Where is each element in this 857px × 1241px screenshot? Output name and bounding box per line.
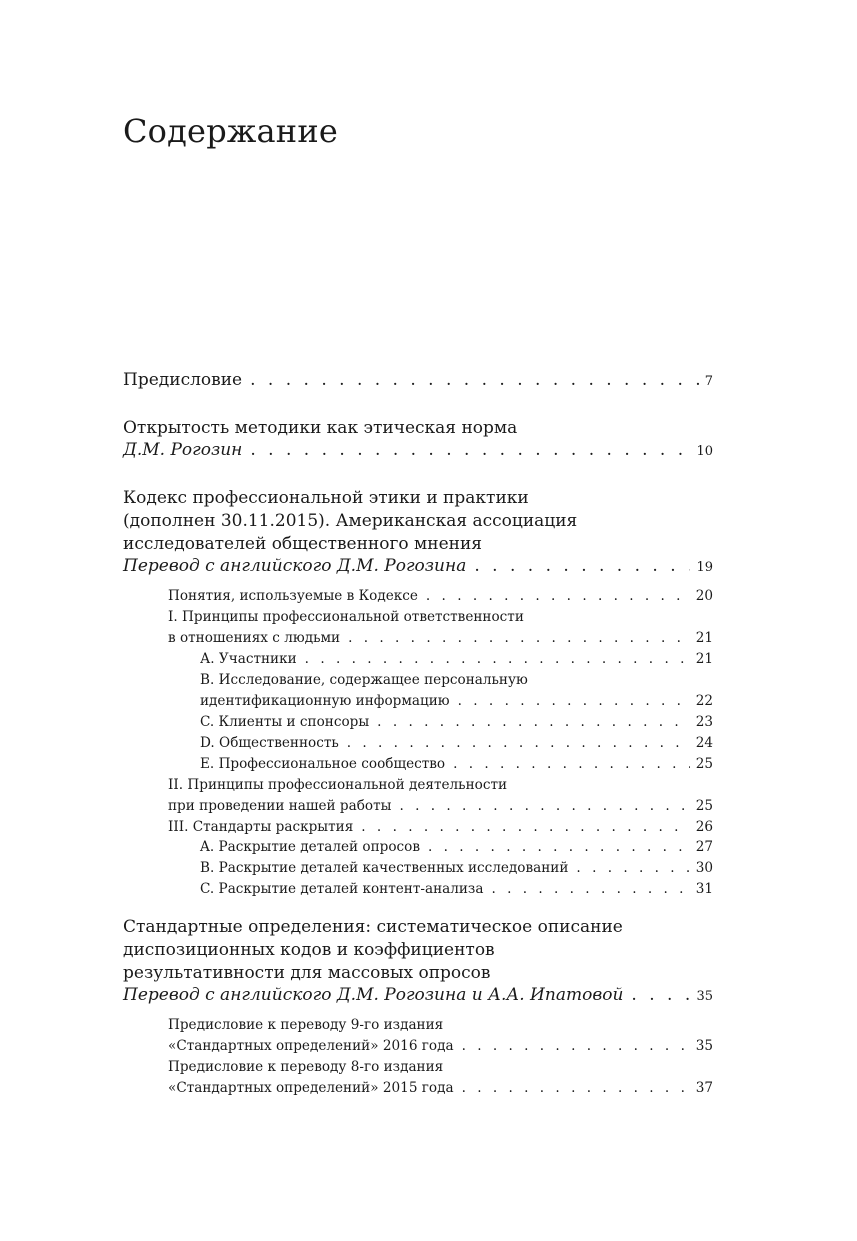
toc-subentry-title: III. Стандарты раскрытия bbox=[168, 819, 354, 835]
toc-subentry[interactable] bbox=[168, 1038, 713, 1054]
dot-leader bbox=[474, 556, 690, 576]
page-number: 31 bbox=[695, 881, 713, 897]
toc-entry-title: Открытость методики как этическая норма bbox=[123, 418, 518, 438]
dot-leader bbox=[305, 651, 690, 667]
page-title: Содержание bbox=[123, 112, 338, 150]
toc-subentry[interactable] bbox=[168, 798, 713, 814]
toc-subentry-title-line: B. Исследование, содержащее персональную bbox=[200, 672, 528, 688]
toc-subentry-title: идентификационную информацию bbox=[200, 693, 450, 709]
toc-subentry[interactable] bbox=[168, 1080, 713, 1096]
toc-subentry-title: B. Раскрытие деталей качественных исследований bbox=[200, 860, 569, 876]
toc-subentry-title-line: Предисловие к переводу 8-го издания bbox=[168, 1059, 444, 1075]
toc-entry-title-line: диспозиционных кодов и коэффициентов bbox=[123, 940, 495, 960]
page-number: 25 bbox=[695, 798, 713, 814]
page-number: 23 bbox=[695, 714, 713, 730]
toc-entry-openness[interactable] bbox=[123, 440, 713, 460]
dot-leader bbox=[462, 1080, 690, 1096]
dot-leader bbox=[426, 588, 690, 604]
page-number: 21 bbox=[695, 651, 713, 667]
toc-subentry-title-line: II. Принципы профессиональной деятельности bbox=[168, 777, 508, 793]
toc-subentry-title: А. Участники bbox=[200, 651, 297, 667]
dot-leader bbox=[576, 860, 689, 876]
toc-subentry-title: «Стандартных определений» 2015 года bbox=[168, 1080, 454, 1096]
toc-entry-title-line: (дополнен 30.11.2015). Американская ассоциация bbox=[123, 511, 578, 531]
page-number: 25 bbox=[695, 756, 713, 772]
page-number: 26 bbox=[695, 819, 713, 835]
toc-subentry[interactable] bbox=[200, 714, 713, 730]
dot-leader bbox=[399, 798, 689, 814]
toc-entry-standards[interactable] bbox=[123, 985, 713, 1005]
toc-entry-preface[interactable] bbox=[123, 370, 713, 390]
toc-subentry[interactable] bbox=[200, 839, 713, 855]
toc-subentry-title: Понятия, используемые в Кодексе bbox=[168, 588, 418, 604]
dot-leader bbox=[250, 440, 690, 460]
toc-subentry-title: при проведении нашей работы bbox=[168, 798, 392, 814]
toc-entry-author: Перевод с английского Д.М. Рогозина и А.А. Ипатовой bbox=[123, 985, 624, 1005]
toc-subentry[interactable] bbox=[168, 819, 713, 835]
toc-entry-author: Перевод с английского Д.М. Рогозина bbox=[123, 556, 467, 576]
toc-subentry-title: C. Раскрытие деталей контент-анализа bbox=[200, 881, 484, 897]
toc-subentry[interactable] bbox=[200, 693, 713, 709]
page-number: 24 bbox=[695, 735, 713, 751]
toc-subentry[interactable] bbox=[200, 860, 713, 876]
toc-entry-title-line: исследователей общественного мнения bbox=[123, 534, 483, 554]
toc-subentry-title-line: Предисловие к переводу 9-го издания bbox=[168, 1017, 444, 1033]
toc-entry-title-line: Кодекс профессиональной этики и практики bbox=[123, 488, 529, 508]
dot-leader bbox=[377, 714, 690, 730]
dot-leader bbox=[631, 985, 690, 1005]
page-number: 19 bbox=[696, 560, 713, 575]
dot-leader bbox=[458, 693, 690, 709]
toc-subentry-title: в отношениях с людьми bbox=[168, 630, 341, 646]
toc-subentry-title: «Стандартных определений» 2016 года bbox=[168, 1038, 454, 1054]
toc-subentry[interactable] bbox=[168, 630, 713, 646]
page-number: 30 bbox=[695, 860, 713, 876]
toc-subentry-title-line: I. Принципы профессиональной ответственности bbox=[168, 609, 524, 625]
page-number: 20 bbox=[695, 588, 713, 604]
dot-leader bbox=[491, 881, 689, 897]
toc-entry-title-line: Стандартные определения: систематическое описание bbox=[123, 917, 623, 937]
page-number: 35 bbox=[695, 1038, 713, 1054]
toc-entry-code[interactable] bbox=[123, 556, 713, 576]
toc-entry-title-line: результативности для массовых опросов bbox=[123, 963, 491, 983]
toc-subentry-title: E. Профессиональное сообщество bbox=[200, 756, 446, 772]
toc-subentry-title: A. Раскрытие деталей опросов bbox=[200, 839, 420, 855]
toc-subentry[interactable] bbox=[200, 756, 713, 772]
dot-leader bbox=[348, 630, 690, 646]
page-number: 27 bbox=[695, 839, 713, 855]
toc-subentry[interactable] bbox=[200, 881, 713, 897]
page-number: 22 bbox=[695, 693, 713, 709]
dot-leader bbox=[361, 819, 689, 835]
page-number: 35 bbox=[696, 989, 713, 1004]
dot-leader bbox=[250, 370, 699, 390]
toc-subentry-title: C. Клиенты и спонсоры bbox=[200, 714, 370, 730]
dot-leader bbox=[462, 1038, 690, 1054]
toc-entry-title: Предисловие bbox=[123, 370, 243, 390]
toc-entry-author: Д.М. Рогозин bbox=[123, 440, 243, 460]
toc-subentry-title: D. Общественность bbox=[200, 735, 339, 751]
dot-leader bbox=[428, 839, 690, 855]
page-number: 37 bbox=[695, 1080, 713, 1096]
dot-leader bbox=[453, 756, 690, 772]
page-number: 10 bbox=[696, 444, 713, 459]
page-number: 7 bbox=[704, 374, 713, 389]
toc-subentry[interactable] bbox=[200, 651, 713, 667]
page-number: 21 bbox=[695, 630, 713, 646]
toc-subentry[interactable] bbox=[200, 735, 713, 751]
dot-leader bbox=[347, 735, 690, 751]
toc-subentry[interactable] bbox=[168, 588, 713, 604]
